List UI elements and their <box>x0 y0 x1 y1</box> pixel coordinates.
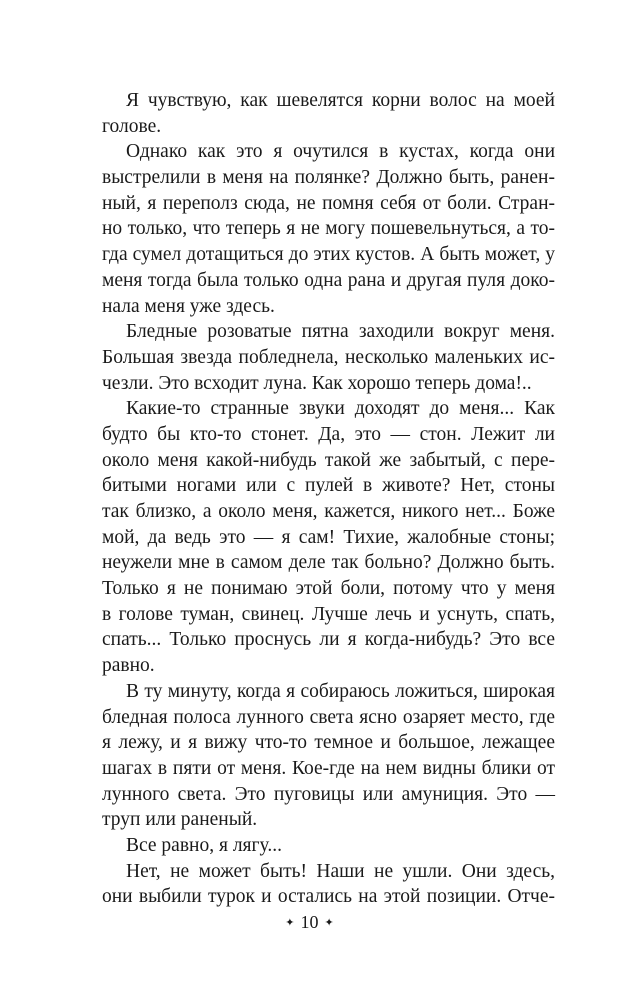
text-line: они выбили турок и остались на этой позиции. Отче- <box>102 886 555 908</box>
text-line: нала меня уже здесь. <box>102 295 275 317</box>
text-line: В ту минуту, когда я собираюсь ложиться, широкая <box>126 680 555 702</box>
text-line: так близко, а около меня, кажется, никого нет... Боже <box>102 501 555 522</box>
ornament-left-icon: ✦ <box>285 917 295 929</box>
text-line: в голове туман, свинец. Лучше лечь и уснуть, спать, <box>102 603 555 625</box>
text-line: бледная полоса лунного света ясно озаряет место, где <box>102 706 555 728</box>
text-line: Однако как это я очутился в кустах, когда они <box>126 141 555 163</box>
text-line: голове. <box>102 115 162 137</box>
text-line: выстрелили в меня на полянке? Должно быть, ранен- <box>102 167 555 189</box>
page-footer <box>0 911 619 934</box>
text-line: будто бы кто-то стонет. Да, это — стон. Лежит ли <box>102 423 555 445</box>
text-line: ный, я переполз сюда, не помня себя от боли. Стран- <box>102 192 555 214</box>
ornament-right-icon: ✦ <box>324 917 334 929</box>
text-line: меня тогда была только одна рана и другая пуля доко- <box>102 269 555 291</box>
text-line: около меня какой-нибудь такой же забытый, с пере- <box>102 449 555 471</box>
text-line: но только, что теперь я не могу пошевельнуться, а то- <box>102 218 555 240</box>
text-line: равно. <box>102 655 155 677</box>
text-line: я лежу, и я вижу что-то темное и большое, лежащее <box>102 732 555 754</box>
text-line: Бледные розоватые пятна заходили вокруг меня. <box>126 321 555 343</box>
text-line: чезли. Это всходит луна. Как хорошо теперь дома!.. <box>102 372 532 394</box>
text-line: лунного света. Это пуговицы или амуниция. Это — <box>102 783 555 805</box>
text-line: Все равно, я лягу... <box>126 834 282 856</box>
text-line: гда сумел дотащиться до этих кустов. А быть может, у <box>102 244 555 266</box>
page-number: 10 <box>300 912 319 932</box>
text-line: Я чувствую, как шевелятся корни волос на моей <box>126 90 555 111</box>
text-line: труп или раненый. <box>102 809 258 831</box>
text-line: Большая звезда побледнела, несколько маленьких ис- <box>102 346 555 368</box>
text-line: неужели мне в самом деле так больно? Должно быть. <box>102 552 555 574</box>
text-line: спать... Только проснусь ли я когда-нибудь? Это все <box>102 629 555 651</box>
text-line: мой, да ведь это — я сам! Тихие, жалобные стоны; <box>102 526 555 548</box>
text-line: Только я не понимаю этой боли, потому что у меня <box>102 578 555 600</box>
text-line: Какие-то странные звуки доходят до меня... Как <box>126 398 555 420</box>
text-line: шагах в пяти от меня. Кое-где на нем видны блики от <box>102 757 555 779</box>
text-line: битыми ногами или с пулей в животе? Нет, стоны <box>102 475 555 497</box>
page-text <box>102 88 555 910</box>
text-line: Нет, не может быть! Наши не ушли. Они здесь, <box>126 860 555 882</box>
